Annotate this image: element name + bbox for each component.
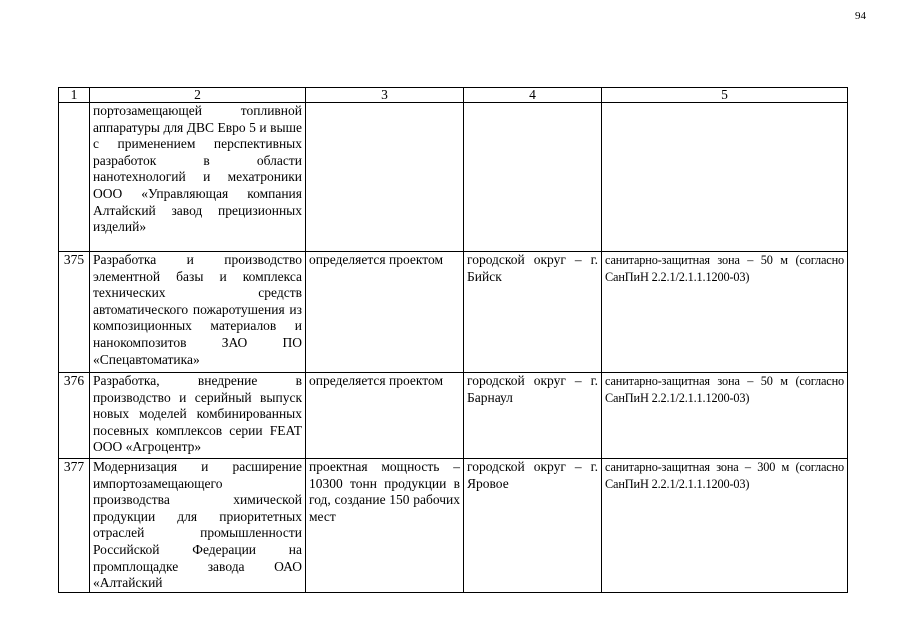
object-name: Разработка, внедрение в производство и серийный выпуск новых моделей комбинированных посевных комплексов серии FEAT ООО «Агроцентр» xyxy=(90,373,306,459)
object-parameters: определяется проектом xyxy=(306,252,464,373)
table-row xyxy=(59,373,848,459)
header-col-1: 1 xyxy=(59,88,90,103)
page-number: 94 xyxy=(855,10,866,22)
row-number xyxy=(59,103,90,252)
table-row xyxy=(59,252,848,373)
header-col-3: 3 xyxy=(306,88,464,103)
object-location: городской округ – г. Барнаул xyxy=(464,373,602,459)
object-location xyxy=(464,103,602,252)
row-number: 375 xyxy=(59,252,90,373)
row-number: 376 xyxy=(59,373,90,459)
object-location: городской округ – г. Яровое xyxy=(464,459,602,593)
object-parameters: проектная мощность – 10300 тонн продукции в год, создание 150 рабочих мест xyxy=(306,459,464,593)
object-zone xyxy=(602,103,848,252)
object-name: портозамещающей топливной аппаратуры для ДВС Евро 5 и выше с применением перспективных разработок в области нанотехнологий и мехатроники ООО «Управляющая компания Алтайский завод прецизионных изделий» xyxy=(90,103,306,252)
object-parameters xyxy=(306,103,464,252)
object-name: Модернизация и расширение импортозамещающего производства химической продукции для приоритетных отраслей промышленности Российской Федерации на промплощадке завода ОАО «Алтайский xyxy=(90,459,306,593)
document-table xyxy=(58,87,848,593)
object-name: Разработка и производство элементной базы и комплекса технических средств автоматического пожаротушения из композиционных материалов и нанокомпозитов ЗАО ПО «Спецавтоматика» xyxy=(90,252,306,373)
table-row xyxy=(59,459,848,593)
row-number: 377 xyxy=(59,459,90,593)
object-zone: санитарно-защитная зона – 50 м (согласно СанПиН 2.2.1/2.1.1.1200-03) xyxy=(602,252,848,373)
header-col-2: 2 xyxy=(90,88,306,103)
header-col-5: 5 xyxy=(602,88,848,103)
object-zone: санитарно-защитная зона – 50 м (согласно СанПиН 2.2.1/2.1.1.1200-03) xyxy=(602,373,848,459)
object-zone: санитарно-защитная зона – 300 м (согласно СанПиН 2.2.1/2.1.1.1200-03) xyxy=(602,459,848,593)
object-location: городской округ – г. Бийск xyxy=(464,252,602,373)
table-row xyxy=(59,103,848,252)
table-header-row xyxy=(59,88,848,103)
object-parameters: определяется проектом xyxy=(306,373,464,459)
header-col-4: 4 xyxy=(464,88,602,103)
